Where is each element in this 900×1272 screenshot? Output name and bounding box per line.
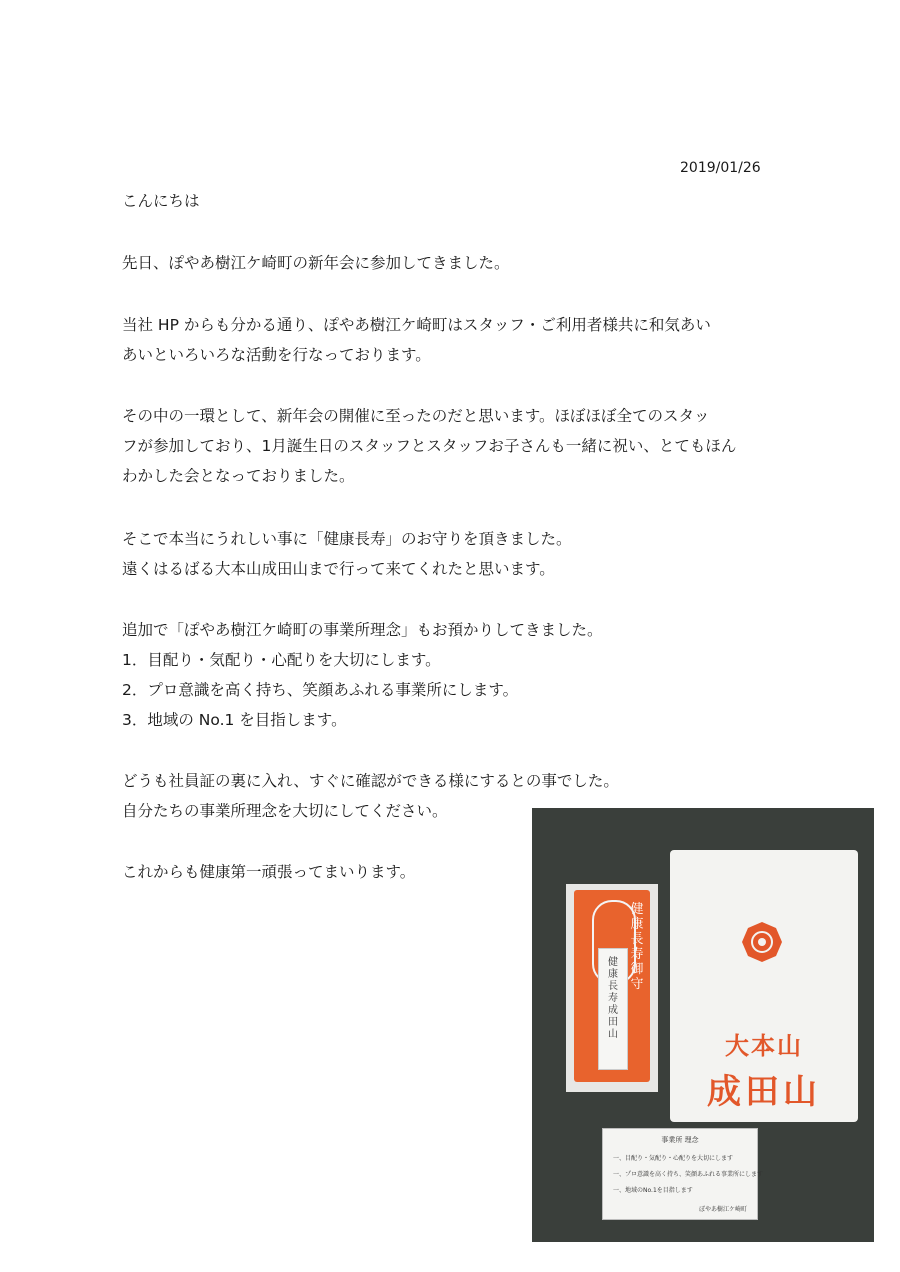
date: 2019/01/26 [680,160,761,176]
amulet-tag [598,948,628,1070]
paragraph-line: フが参加しており、1月誕生日のスタッフとスタッフお子さんも一緒に祝い、とてもほん [122,437,737,455]
paragraph-line: どうも社員証の裏に入れ、すぐに確認ができる様にするとの事でした。 [122,772,619,790]
pouch-label-small: 大本山 [725,1031,803,1060]
paragraph-line: そこで本当にうれしい事に「健康長寿」のお守りを頂きました。 [122,530,572,548]
temple-seal-icon [740,920,784,964]
card-line-1: 一、目配り・気配り・心配りを大切にします [613,1155,734,1162]
philosophy-item-2: 2．プロ意識を高く持ち、笑顔あふれる事業所にします。 [122,681,519,699]
closing-line: これからも健康第一頑張ってまいります。 [122,863,416,881]
card-line-3: 一、地域のNo.1を目指します [613,1187,693,1194]
paragraph-line: 自分たちの事業所理念を大切にしてください。 [122,802,448,820]
philosophy-card [602,1128,764,1220]
paragraph-line: わかした会となっておりました。 [122,467,355,485]
paragraph-line: 追加で「ぽやあ樹江ケ崎町の事業所理念」もお預かりしてきました。 [122,621,603,639]
amulet-text: 健康長寿御守 [630,902,644,992]
paragraph-line: その中の一環として、新年会の開催に至ったのだと思います。ほぼほぼ全てのスタッ [122,407,710,425]
paragraph-line: 先日、ぽやあ樹江ケ崎町の新年会に参加してきました。 [122,254,510,272]
card-footer: ぽやあ樹江ケ崎町 [698,1206,747,1213]
pouch-label-large: 成田山 [707,1072,821,1112]
photo [532,808,874,1242]
naritasan-pouch [670,850,858,1122]
paragraph-line: 当社 HP からも分かる通り、ぽやあ樹江ケ崎町はスタッフ・ご利用者様共に和気あい [122,316,711,334]
card-line-2: 一、プロ意識を高く持ち、笑顔あふれる事業所にします [613,1171,764,1178]
card-title: 事業所 理念 [661,1136,699,1144]
paragraph-line: 遠くはるばる大本山成田山まで行って来てくれたと思います。 [122,560,555,578]
philosophy-item-1: 1．目配り・気配り・心配りを大切にします。 [122,651,441,669]
amulet-tag-text: 健康長寿成田山 [608,957,618,1040]
philosophy-item-3: 3．地域の No.1 を目指します。 [122,711,347,729]
paragraph-line: あいといろいろな活動を行なっております。 [122,346,431,364]
greeting: こんにちは [122,192,200,210]
